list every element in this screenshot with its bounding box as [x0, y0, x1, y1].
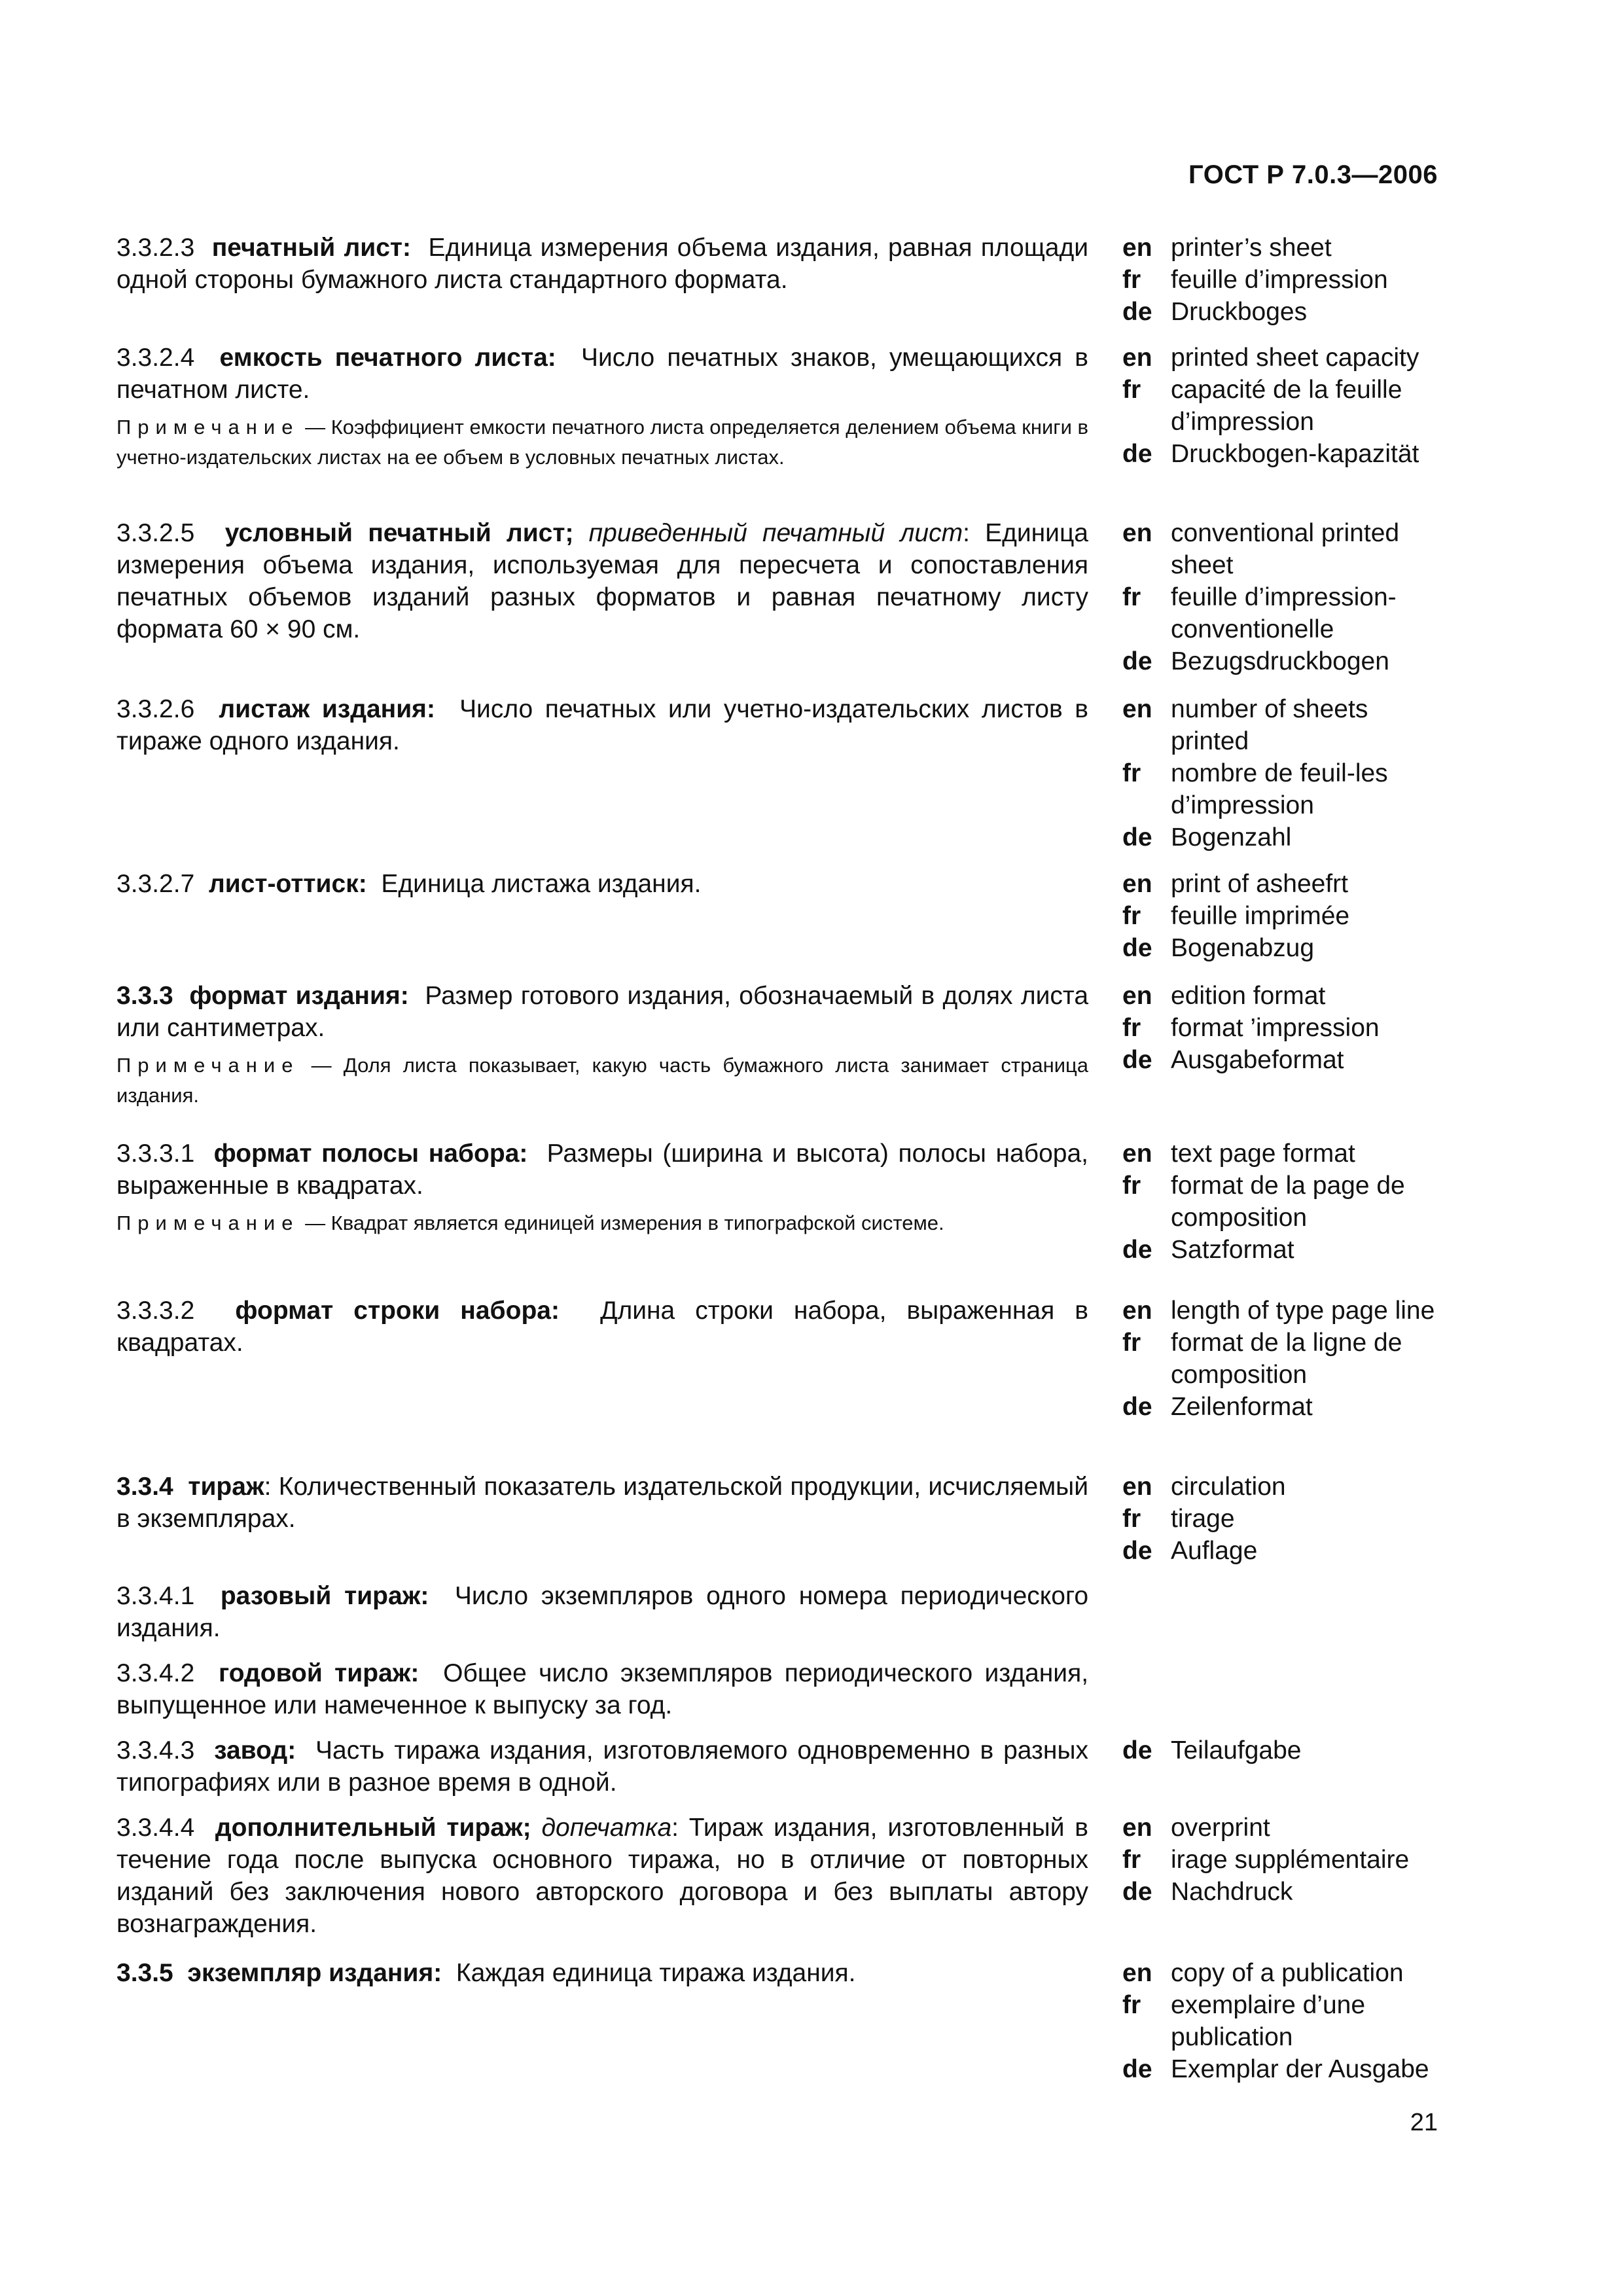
equivalent-term: conventional printed sheet [1171, 519, 1400, 579]
entry-def-text: : Единица измерения объема издания, используемая для пересчета и сопоставления печатных объемов изданий разных форматов и равная печатному листу формата 60 × 90 см. [116, 519, 1088, 643]
equivalent-term: tirage [1171, 1505, 1235, 1533]
equivalent-row [1122, 1391, 1450, 1423]
lang-code: fr [1122, 1014, 1141, 1042]
equivalent-row [1122, 1957, 1450, 1989]
entry-term: формат полосы набора: [213, 1139, 528, 1168]
equivalent-row [1122, 342, 1450, 374]
equivalent-term: overprint [1171, 1814, 1270, 1842]
lang-code: fr [1122, 1172, 1141, 1200]
lang-code: fr [1122, 266, 1141, 294]
equivalent-term: Bogenzahl [1171, 823, 1292, 852]
equivalent-row [1122, 2053, 1450, 2085]
entry-note [116, 412, 1088, 473]
lang-code: en [1122, 1297, 1152, 1325]
note-text: — Квадрат является единицей измерения в типографской системе. [305, 1211, 944, 1234]
equivalent-term: feuille d’impression-conventionelle [1171, 583, 1397, 643]
equivalent-term: Exemplar der Ausgabe [1171, 2055, 1429, 2083]
equivalent-row [1122, 900, 1450, 932]
equivalent-term: format ’impression [1171, 1014, 1380, 1042]
entry-synonym: допечатка [541, 1814, 672, 1842]
entry-number: 3.3.4.1 [116, 1582, 195, 1610]
equivalent-row [1122, 1844, 1450, 1876]
lang-code: en [1122, 519, 1152, 547]
equivalent-term: Satzformat [1171, 1236, 1294, 1264]
equivalent-row [1122, 1812, 1450, 1844]
entry-def-text: : Количественный показатель издательской продукции, исчисляемый в экземплярах. [116, 1473, 1088, 1533]
equivalent-term: Auflage [1171, 1537, 1258, 1565]
foreign-equivalents [1122, 1138, 1450, 1266]
equivalent-row [1122, 1471, 1450, 1503]
equivalent-row [1122, 517, 1450, 581]
equivalent-row [1122, 645, 1450, 677]
equivalent-term: number of sheets printed [1171, 695, 1368, 755]
lang-code: de [1122, 934, 1152, 962]
equivalent-term: printed sheet capacity [1171, 344, 1419, 372]
foreign-equivalents [1122, 232, 1450, 328]
lang-code: de [1122, 1393, 1152, 1421]
note-text: — Коэффициент емкости печатного листа определяется делением объема книги в учетно-издательских листах на ее объем в условных печатных листах. [116, 416, 1088, 469]
note-text: — Доля листа показывает, какую часть бумажного листа занимает страница издания. [116, 1054, 1089, 1107]
lang-code: fr [1122, 1991, 1141, 2019]
entry-definition [116, 1471, 1088, 1535]
entry-term: формат строки набора: [235, 1297, 560, 1325]
note-label: Примечание [116, 1054, 300, 1077]
equivalent-term: feuille imprimée [1171, 902, 1350, 930]
entry-term: листаж издания: [219, 695, 435, 723]
entry-definition [116, 1138, 1088, 1238]
foreign-equivalents [1122, 1295, 1450, 1423]
foreign-equivalents [1122, 1471, 1450, 1567]
entry-definition [116, 980, 1088, 1111]
lang-code: en [1122, 870, 1152, 898]
entry-number: 3.3.4.3 [116, 1736, 195, 1765]
lang-code: fr [1122, 1505, 1141, 1533]
entry-number: 3.3.4.4 [116, 1814, 195, 1842]
foreign-equivalents [1122, 1734, 1450, 1767]
note-label: Примечание [116, 416, 300, 439]
equivalent-term: circulation [1171, 1473, 1286, 1501]
lang-code: fr [1122, 1329, 1141, 1357]
entry-def-text: Число печатных или учетно-издательских листов в тираже одного издания. [116, 695, 1088, 755]
lang-code: en [1122, 695, 1152, 723]
lang-code: de [1122, 823, 1152, 852]
foreign-equivalents [1122, 517, 1450, 677]
entry-note [116, 1208, 1088, 1238]
entry-number: 3.3.3 [116, 982, 173, 1010]
equivalent-term: print of asheefrt [1171, 870, 1348, 898]
equivalent-row [1122, 1170, 1450, 1234]
standard-header: ГОСТ Р 7.0.3—2006 [1188, 160, 1438, 189]
lang-code: de [1122, 440, 1152, 468]
entry-term: разовый тираж: [220, 1582, 429, 1610]
entry-synonym: приведенный печатный лист [588, 519, 963, 547]
lang-code: fr [1122, 376, 1141, 404]
entry-term: завод: [214, 1736, 296, 1765]
lang-code: en [1122, 1139, 1152, 1168]
entry-number: 3.3.2.4 [116, 344, 195, 372]
entry-definition [116, 1957, 1088, 1989]
entry-definition [116, 1580, 1088, 1644]
equivalent-row [1122, 438, 1450, 470]
equivalent-term: printer’s sheet [1171, 234, 1332, 262]
entry-term: печатный лист: [211, 234, 412, 262]
equivalent-term: format de la page de composition [1171, 1172, 1405, 1232]
equivalent-row [1122, 1734, 1450, 1767]
page-number: 21 [1410, 2109, 1438, 2136]
entry-def-text: Общее число экземпляров периодического издания, выпущенное или намеченное к выпуску за год. [116, 1659, 1089, 1719]
entry-number: 3.3.5 [116, 1959, 173, 1987]
entry-def-text: Размер готового издания, обозначаемый в долях листа или сантиметрах. [116, 982, 1089, 1042]
equivalent-term: Druckboges [1171, 298, 1308, 326]
equivalent-term: feuille d’impression [1171, 266, 1388, 294]
entry-number: 3.3.2.7 [116, 870, 195, 898]
entry-definition [116, 232, 1088, 296]
lang-code: en [1122, 982, 1152, 1010]
foreign-equivalents [1122, 1957, 1450, 2085]
equivalent-term: Nachdruck [1171, 1878, 1293, 1906]
equivalent-term: exemplaire d’une publication [1171, 1991, 1366, 2051]
entry-term: условный печатный лист; [224, 519, 574, 547]
lang-code: de [1122, 298, 1152, 326]
lang-code: de [1122, 647, 1152, 675]
entry-definition [116, 693, 1088, 757]
entry-number: 3.3.4 [116, 1473, 173, 1501]
lang-code: de [1122, 1046, 1152, 1074]
lang-code: de [1122, 1878, 1152, 1906]
lang-code: de [1122, 2055, 1152, 2083]
equivalent-row [1122, 1503, 1450, 1535]
equivalent-row [1122, 1876, 1450, 1908]
entry-def-text: Длина строки набора, выраженная в квадратах. [116, 1297, 1089, 1357]
entry-term: лист-оттиск: [208, 870, 367, 898]
equivalent-row [1122, 1989, 1450, 2053]
equivalent-row [1122, 296, 1450, 328]
entry-number: 3.3.2.6 [116, 695, 195, 723]
equivalent-row [1122, 868, 1450, 900]
entry-def-text: : Тираж издания, изготовленный в течение года после выпуска основного тиража, но в отличие от повторных изданий без заключения нового авторского договора и без выплаты автору вознаграждения. [116, 1814, 1089, 1938]
entry-def-text: Число экземпляров одного номера периодического издания. [116, 1582, 1089, 1642]
lang-code: en [1122, 1473, 1152, 1501]
equivalent-row [1122, 1295, 1450, 1327]
lang-code: de [1122, 1537, 1152, 1565]
entry-definition [116, 1657, 1088, 1721]
equivalent-term: Druckbogen-kapazität [1171, 440, 1419, 468]
equivalent-term: edition format [1171, 982, 1326, 1010]
foreign-equivalents [1122, 342, 1450, 470]
lang-code: en [1122, 344, 1152, 372]
lang-code: fr [1122, 1846, 1141, 1874]
equivalent-term: Teilaufgabe [1171, 1736, 1302, 1765]
equivalent-row [1122, 1327, 1450, 1391]
equivalent-term: format de la ligne de composition [1171, 1329, 1402, 1389]
entry-number: 3.3.2.3 [116, 234, 195, 262]
entry-def-text: Размеры (ширина и высота) полосы набора, выраженные в квадратах. [116, 1139, 1088, 1200]
equivalent-term: Bogenabzug [1171, 934, 1315, 962]
equivalent-term: capacité de la feuille d’impression [1171, 376, 1402, 436]
entry-def-text: Единица измерения объема издания, равная площади одной стороны бумажного листа стандартного формата. [116, 234, 1089, 294]
entry-definition [116, 517, 1088, 645]
equivalent-row [1122, 693, 1450, 757]
entry-number: 3.3.2.5 [116, 519, 195, 547]
lang-code: fr [1122, 759, 1141, 787]
entry-number: 3.3.3.1 [116, 1139, 195, 1168]
entry-term: экземпляр издания: [187, 1959, 442, 1987]
equivalent-term: copy of a publication [1171, 1959, 1404, 1987]
equivalent-row [1122, 232, 1450, 264]
equivalent-row [1122, 264, 1450, 296]
foreign-equivalents [1122, 1812, 1450, 1908]
equivalent-term: text page format [1171, 1139, 1355, 1168]
equivalent-term: length of type page line [1171, 1297, 1435, 1325]
equivalent-term: nombre de feuil-les d’impression [1171, 759, 1388, 819]
equivalent-row [1122, 1138, 1450, 1170]
entry-def-text: Число печатных знаков, умещающихся в печатном листе. [116, 344, 1089, 404]
entry-term: емкость печатного листа: [219, 344, 556, 372]
lang-code: fr [1122, 583, 1141, 611]
entry-number: 3.3.3.2 [116, 1297, 195, 1325]
equivalent-row [1122, 374, 1450, 438]
equivalent-row [1122, 980, 1450, 1012]
entry-definition [116, 1734, 1088, 1799]
lang-code: de [1122, 1736, 1152, 1765]
equivalent-row [1122, 1234, 1450, 1266]
entry-term: тираж [188, 1473, 264, 1501]
lang-code: fr [1122, 902, 1141, 930]
equivalent-row [1122, 1012, 1450, 1044]
entry-note [116, 1050, 1088, 1111]
entry-definition [116, 342, 1088, 473]
foreign-equivalents [1122, 693, 1450, 853]
entry-term: годовой тираж: [218, 1659, 419, 1687]
equivalent-term: Ausgabeformat [1171, 1046, 1344, 1074]
note-label: Примечание [116, 1211, 300, 1234]
entry-def-text: Часть тиража издания, изготовляемого одновременно в разных типографиях или в разное время в одной. [116, 1736, 1088, 1797]
foreign-equivalents [1122, 980, 1450, 1076]
lang-code: en [1122, 234, 1152, 262]
entry-number: 3.3.4.2 [116, 1659, 195, 1687]
entry-definition [116, 1812, 1088, 1940]
equivalent-term: Zeilenformat [1171, 1393, 1313, 1421]
entry-def-text: Каждая единица тиража издания. [455, 1959, 856, 1987]
foreign-equivalents [1122, 868, 1450, 964]
entry-definition [116, 1295, 1088, 1359]
equivalent-row [1122, 757, 1450, 821]
entry-term: формат издания: [189, 982, 409, 1010]
lang-code: de [1122, 1236, 1152, 1264]
equivalent-row [1122, 581, 1450, 645]
entry-term: дополнительный тираж; [215, 1814, 531, 1842]
lang-code: en [1122, 1814, 1152, 1842]
equivalent-term: Bezugsdruckbogen [1171, 647, 1389, 675]
equivalent-row [1122, 1044, 1450, 1076]
equivalent-term: irage supplémentaire [1171, 1846, 1410, 1874]
equivalent-row [1122, 821, 1450, 853]
entry-def-text: Единица листажа издания. [381, 870, 702, 898]
equivalent-row [1122, 932, 1450, 964]
entry-definition [116, 868, 1088, 900]
equivalent-row [1122, 1535, 1450, 1567]
lang-code: en [1122, 1959, 1152, 1987]
